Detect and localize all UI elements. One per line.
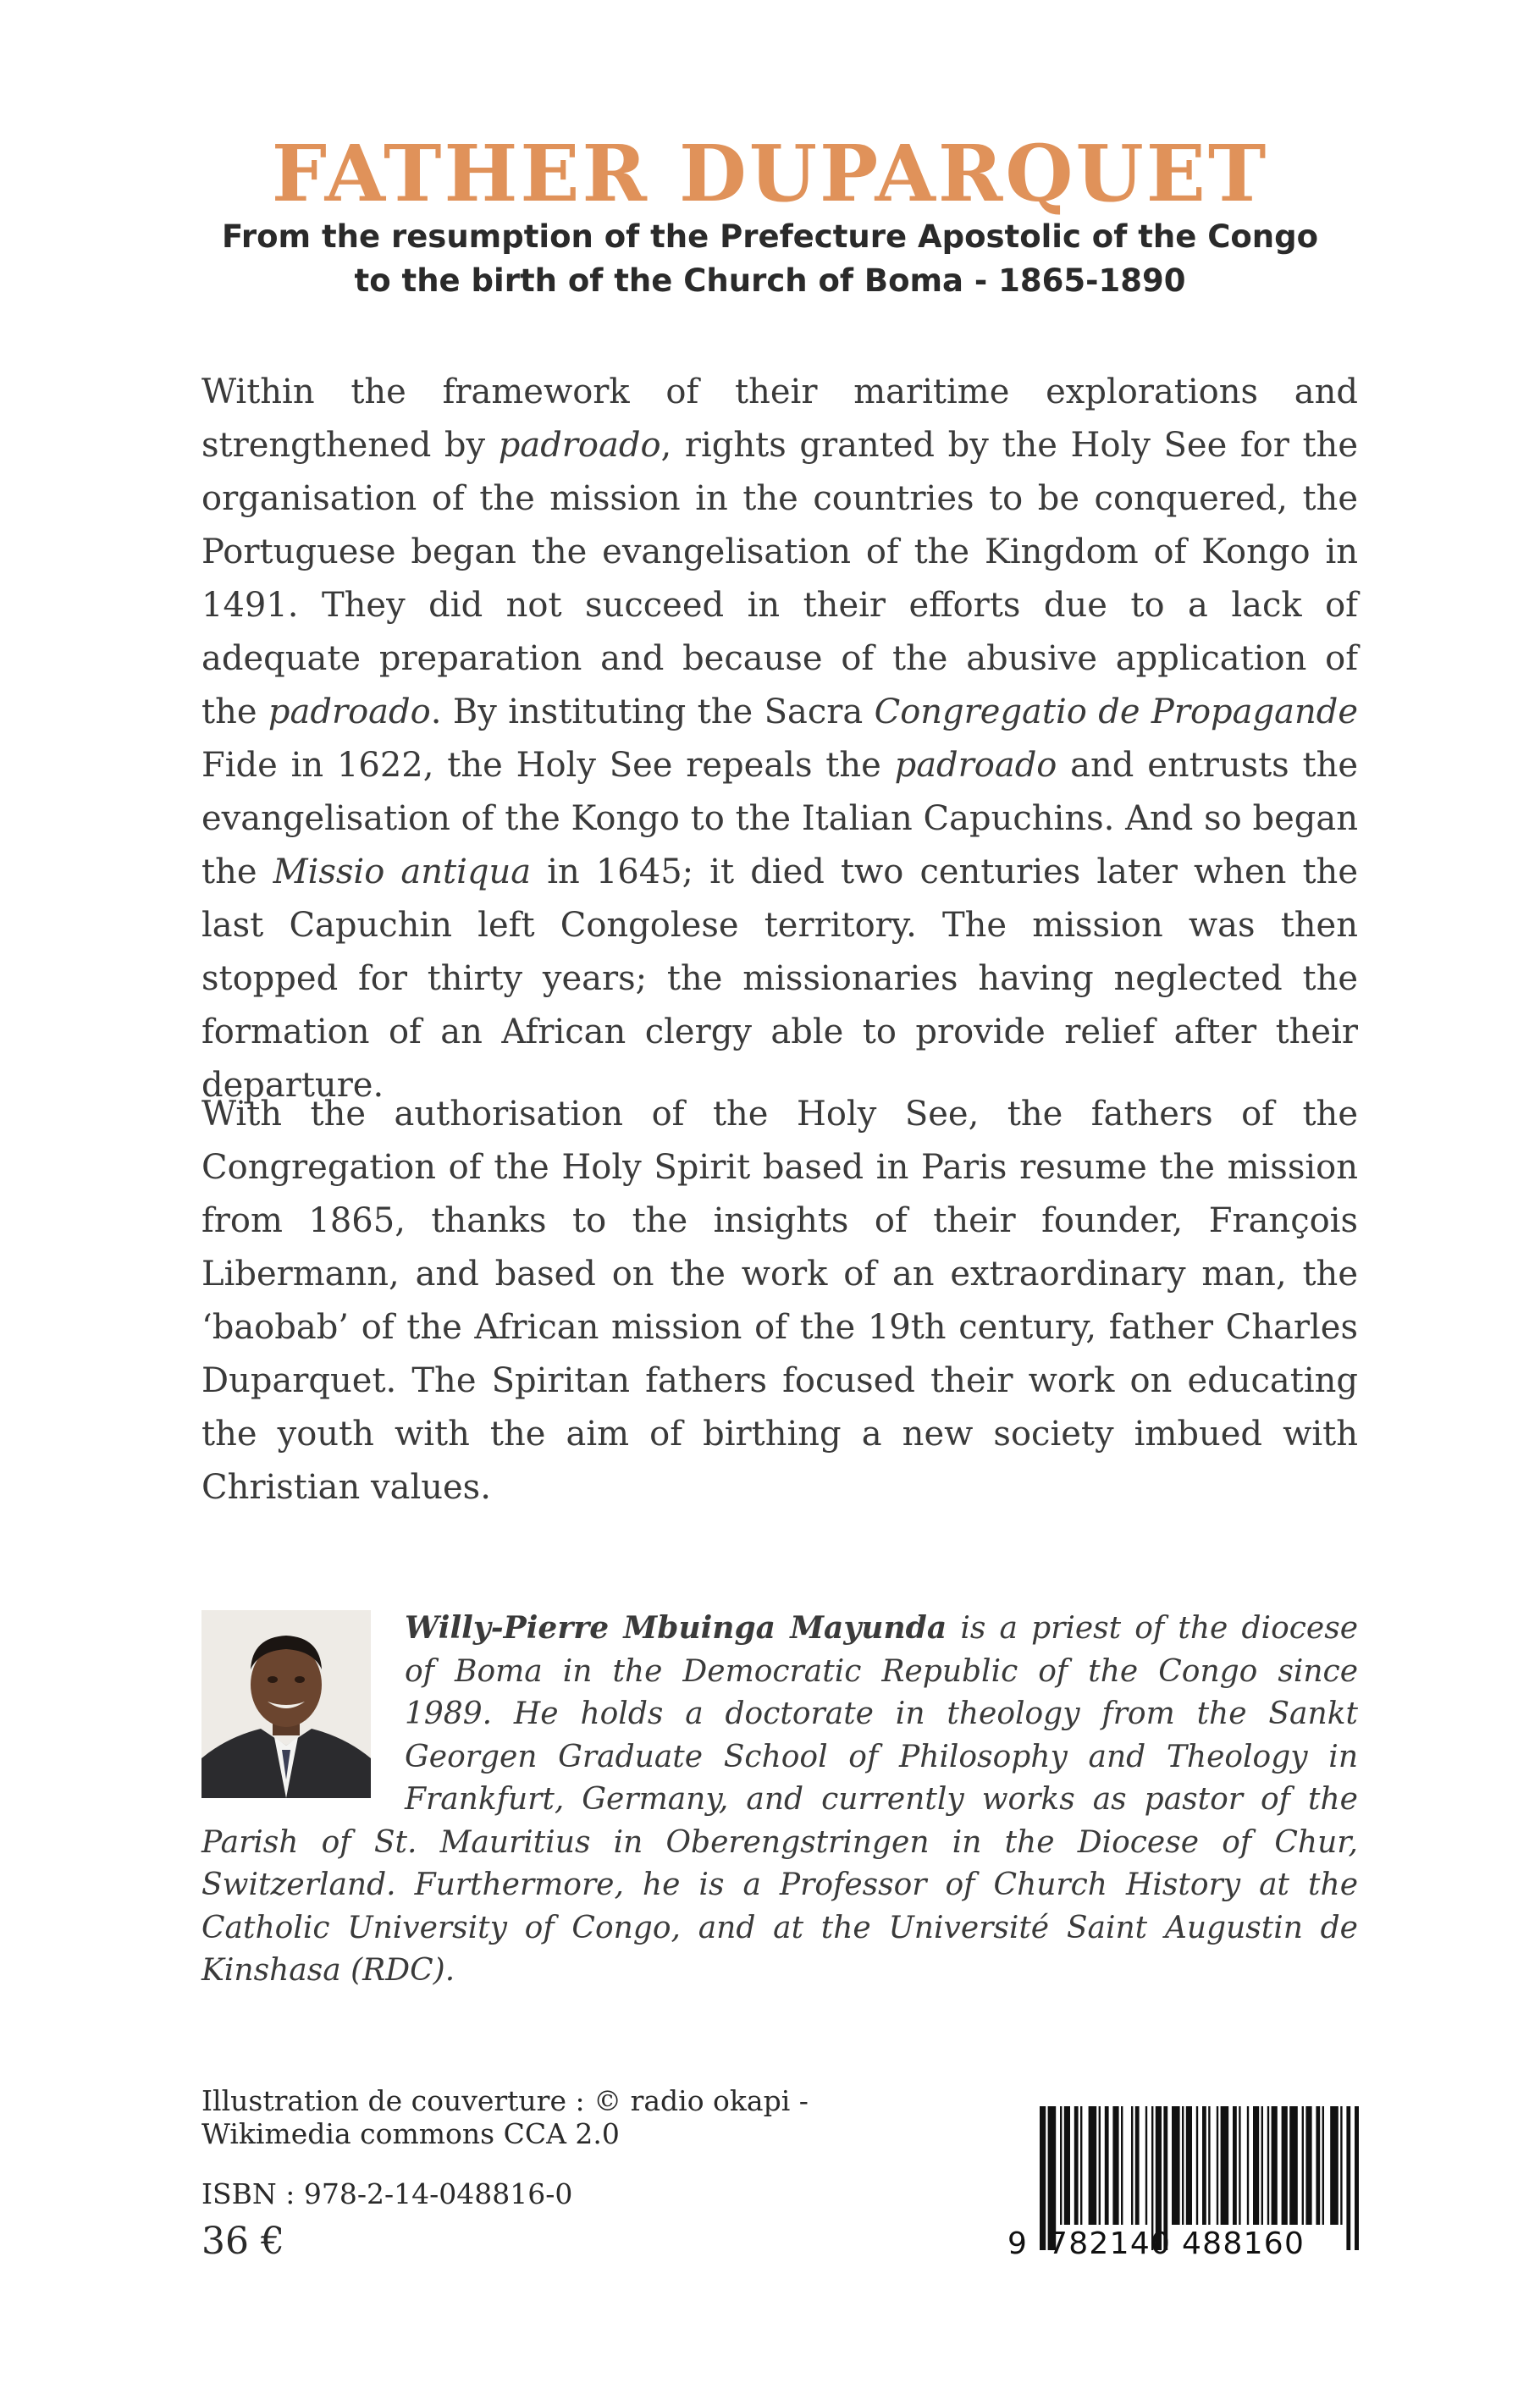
- summary-paragraph-2: With the authorisation of the Holy See, the fathers of the Congregation of the Holy Spirit based in Paris resume the mission from 1865, thanks to the insights of their founder, François Libermann, and based on the work of an extraordinary man, the ‘baobab’ of the African mission of the 19th century, father Charles Duparquet. The Spiritan fathers focused their work on educating the youth with the aim of birthing a new society imbued with Christian values.: [201, 1095, 1358, 1507]
- barcode-bar: [1239, 2106, 1240, 2225]
- barcode-bar: [1272, 2106, 1278, 2225]
- barcode-bar: [1196, 2106, 1198, 2225]
- barcode-bar: [1208, 2106, 1210, 2225]
- barcode-bar: [1145, 2106, 1147, 2225]
- barcode-bar: [1064, 2106, 1070, 2225]
- barcode-bar: [1131, 2106, 1133, 2225]
- barcode-bar: [1089, 2106, 1097, 2225]
- barcode-bar: [1247, 2106, 1249, 2225]
- barcode-bar: [1316, 2106, 1320, 2225]
- book-title: FATHER DUPARQUET: [271, 128, 1269, 219]
- price: 36 €: [201, 2220, 284, 2263]
- para1-text-6: in 1645; it died two centuries later when the last Capuchin left Congolese territory. The mission was then stopped for thirty years; the missionaries having neglected the formation of an African clergy able to provide relief after their departure.: [201, 852, 1358, 1105]
- barcode-bar: [1289, 2106, 1298, 2225]
- barcode-bar: [1121, 2106, 1123, 2225]
- para1-text-1: Within the framework of their maritime explorations and strengthened by: [201, 372, 1358, 465]
- author-bio-text: is a priest of the diocese of Boma in the Democratic Republic of the Congo since 1989. He holds a doctorate in theology from the Sankt Georgen Graduate School of Philosophy and Theology in Frankfurt, Germany, and currently works as pastor of the Parish of St. Mauritius in Oberengstringen in the Diocese of Chur, Switzerland. Furthermore, he is a Professor of Church History at the Catholic University of Congo, and at the Université Saint Augustin de Kinshasa (RDC).: [201, 1611, 1358, 1988]
- para1-italic-3: Congregatio de Propagande: [874, 692, 1358, 731]
- author-photo: [201, 1610, 371, 1798]
- summary-paragraph-1: [201, 366, 1358, 1112]
- para1-text-4: Fide in 1622, the Holy See repeals the: [201, 746, 895, 785]
- barcode-bar: [1305, 2106, 1311, 2225]
- barcode-bar: [1080, 2106, 1082, 2225]
- barcode-bar: [1330, 2106, 1339, 2225]
- barcode-bar: [1267, 2106, 1269, 2225]
- cover-illustration-credit: [201, 2084, 879, 2150]
- barcode-bar: [1099, 2106, 1101, 2225]
- barcode-bar: [1282, 2106, 1288, 2225]
- subtitle-line-1: From the resumption of the Prefecture Apostolic of the Congo: [221, 218, 1319, 255]
- barcode-bar: [1253, 2106, 1259, 2225]
- barcode-bar: [1112, 2106, 1118, 2225]
- barcode-bar: [1105, 2106, 1109, 2225]
- para1-text-2: , rights granted by the Holy See for the organisation of the mission in the countries to be conquered, the Portuguese began the evangelisation of the Kingdom of Kongo in 1491. They did not succeed in their efforts due to a lack of adequate preparation and because of the abusive application of the: [201, 426, 1358, 731]
- barcode-bar: [1060, 2106, 1062, 2225]
- barcode-bar: [1221, 2106, 1229, 2225]
- barcode-digits: [1007, 2226, 1363, 2260]
- credit-line-2: Wikimedia commons CCA 2.0: [201, 2117, 620, 2150]
- author-name: Willy-Pierre Mbuinga Mayunda: [405, 1610, 947, 1646]
- barcode-rest-digits: 782140 488160: [1048, 2226, 1305, 2261]
- barcode-bar: [1302, 2106, 1304, 2225]
- para1-text-3: . By instituting the Sacra: [430, 692, 875, 731]
- credit-line-1: Illustration de couverture : © radio okapi -: [201, 2084, 809, 2117]
- author-bio: [201, 1607, 1358, 1993]
- barcode-bar: [1340, 2106, 1342, 2225]
- barcode-first-digit: 9: [1007, 2226, 1029, 2261]
- barcode-bar: [1182, 2106, 1184, 2225]
- para1-text-5: and entrusts the evangelisation of the Kongo to the Italian Capuchins. And so began the: [201, 746, 1359, 891]
- para1-italic-1: padroado: [498, 426, 661, 465]
- barcode-bar: [1217, 2106, 1218, 2225]
- barcode-bar: [1172, 2106, 1180, 2225]
- isbn-number: ISBN : 978-2-14-048816-0: [201, 2177, 573, 2210]
- barcode-bar: [1261, 2106, 1263, 2225]
- para1-italic-5: Missio antiqua: [273, 852, 532, 891]
- barcode-bar: [1322, 2106, 1324, 2225]
- barcode-bar: [1135, 2106, 1140, 2225]
- barcode-bar: [1202, 2106, 1206, 2225]
- para1-italic-2: padroado: [268, 692, 431, 731]
- barcode-bar: [1186, 2106, 1192, 2225]
- subtitle-line-2: to the birth of the Church of Boma - 1865-1890: [354, 262, 1186, 299]
- book-subtitle: [127, 215, 1413, 303]
- para1-italic-4: padroado: [894, 746, 1057, 785]
- barcode-bar: [1074, 2106, 1079, 2225]
- barcode-bar: [1233, 2106, 1237, 2225]
